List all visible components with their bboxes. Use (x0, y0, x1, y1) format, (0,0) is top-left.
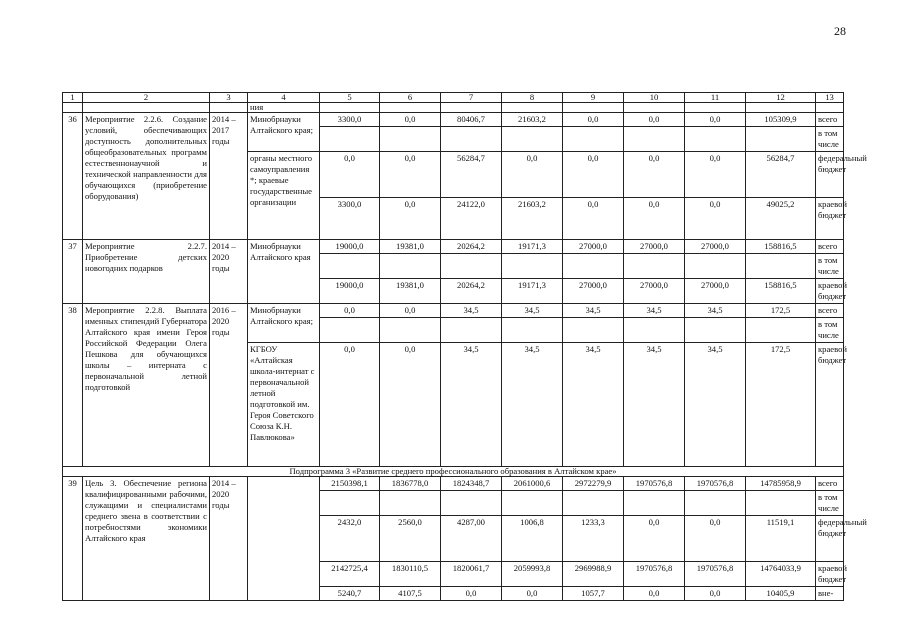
value-cell: 1970576,8 (685, 477, 746, 491)
source-label: краевой бюджет (816, 279, 844, 304)
value-cell: 19000,0 (320, 279, 380, 304)
value-cell: 19381,0 (380, 279, 441, 304)
col-header: 10 (624, 93, 685, 103)
source-label: в том числе (816, 254, 844, 279)
source-label: краевой бюджет (816, 562, 844, 587)
value-cell: 34,5 (441, 304, 502, 318)
continuation-row (63, 103, 844, 113)
value-cell: 19171,3 (502, 240, 563, 254)
value-cell: 1836778,0 (380, 477, 441, 491)
value-cell: 0,0 (685, 587, 746, 601)
value-cell: 0,0 (380, 113, 441, 127)
value-cell: 3300,0 (320, 113, 380, 127)
executor: КГБОУ «Алтайская школа-интернат с первоначальной летной подготовкой им. Героя Советского Союза К.Н. Павлюкова» (248, 343, 320, 467)
value-cell: 0,0 (563, 152, 624, 198)
source-label: всего (816, 477, 844, 491)
value-cell: 172,5 (746, 304, 816, 318)
activity-name: Мероприятие 2.2.7. Приобретение детских новогодних подарков (83, 240, 210, 304)
value-cell: 1820061,7 (441, 562, 502, 587)
value-cell: 0,0 (380, 198, 441, 240)
value-cell: 0,0 (685, 113, 746, 127)
value-cell: 0,0 (624, 587, 685, 601)
executor: Минобрнауки Алтайского края; (248, 113, 320, 152)
col-header: 1 (63, 93, 83, 103)
col-header: 5 (320, 93, 380, 103)
value-cell: 0,0 (563, 198, 624, 240)
value-cell: 27000,0 (624, 240, 685, 254)
value-cell: 0,0 (624, 198, 685, 240)
col-header: 9 (563, 93, 624, 103)
value-cell: 0,0 (320, 152, 380, 198)
value-cell: 0,0 (624, 516, 685, 562)
value-cell: 0,0 (380, 152, 441, 198)
value-cell: 14764033,9 (746, 562, 816, 587)
value-cell: 27000,0 (563, 279, 624, 304)
value-cell: 19000,0 (320, 240, 380, 254)
value-cell: 0,0 (685, 198, 746, 240)
value-cell: 27000,0 (685, 240, 746, 254)
value-cell: 105309,9 (746, 113, 816, 127)
header-row (63, 93, 844, 103)
continuation-text: ния (248, 103, 320, 113)
period: 2014 – 2020 годы (210, 477, 248, 601)
source-label: всего (816, 240, 844, 254)
budget-table (62, 92, 867, 601)
value-cell: 0,0 (502, 587, 563, 601)
table-row (63, 113, 844, 127)
value-cell: 24122,0 (441, 198, 502, 240)
source-label: федеральный бюджет (816, 516, 844, 562)
executor: Минобрнауки Алтайского края (248, 240, 320, 304)
value-cell: 10405,9 (746, 587, 816, 601)
activity-name: Мероприятие 2.2.8. Выплата именных стипендий Губернатора Алтайского края имени Героя Российской Федерации Олега Пешкова для обучающихся школы – интерната с первоначальной летной подготовкой (83, 304, 210, 467)
row-number: 36 (63, 113, 83, 240)
value-cell: 34,5 (441, 343, 502, 467)
source-label: в том числе (816, 318, 844, 343)
value-cell: 1970576,8 (624, 477, 685, 491)
subprogram-title: Подпрограмма 3 «Развитие среднего профессионального образования в Алтайском крае» (63, 467, 844, 477)
activity-name: Мероприятие 2.2.6. Создание условий, обеспечивающих доступность дополнительных общеобразовательных программ естественнонаучной и технической направленности для обучающихся (приобретение оборудования) (83, 113, 210, 240)
page-number: 28 (834, 24, 846, 38)
row-number: 37 (63, 240, 83, 304)
value-cell: 0,0 (320, 343, 380, 467)
value-cell: 5240,7 (320, 587, 380, 601)
value-cell: 0,0 (320, 304, 380, 318)
source-label: всего (816, 113, 844, 127)
table-row (63, 304, 844, 318)
value-cell: 21603,2 (502, 198, 563, 240)
source-label: вне- (816, 587, 844, 601)
source-label: федеральный бюджет (816, 152, 844, 198)
value-cell: 1824348,7 (441, 477, 502, 491)
executor: Минобрнауки Алтайского края; (248, 304, 320, 343)
value-cell: 2969988,9 (563, 562, 624, 587)
col-header: 6 (380, 93, 441, 103)
value-cell: 0,0 (380, 343, 441, 467)
value-cell: 27000,0 (624, 279, 685, 304)
value-cell: 34,5 (502, 304, 563, 318)
value-cell: 2061000,6 (502, 477, 563, 491)
value-cell: 0,0 (502, 152, 563, 198)
executor (248, 477, 320, 601)
value-cell: 34,5 (685, 343, 746, 467)
col-header: 2 (83, 93, 210, 103)
col-header: 11 (685, 93, 746, 103)
source-label: краевой бюджет (816, 198, 844, 240)
value-cell: 56284,7 (746, 152, 816, 198)
col-header: 12 (746, 93, 816, 103)
period: 2014 – 2020 годы (210, 240, 248, 304)
col-header: 4 (248, 93, 320, 103)
value-cell: 3300,0 (320, 198, 380, 240)
value-cell: 0,0 (441, 587, 502, 601)
value-cell: 14785958,9 (746, 477, 816, 491)
value-cell: 34,5 (624, 304, 685, 318)
value-cell: 34,5 (563, 304, 624, 318)
value-cell: 2142725,4 (320, 562, 380, 587)
value-cell: 0,0 (685, 152, 746, 198)
value-cell: 34,5 (502, 343, 563, 467)
value-cell: 27000,0 (685, 279, 746, 304)
value-cell: 2150398,1 (320, 477, 380, 491)
value-cell: 19171,3 (502, 279, 563, 304)
value-cell: 2432,0 (320, 516, 380, 562)
value-cell: 34,5 (624, 343, 685, 467)
value-cell: 1830110,5 (380, 562, 441, 587)
value-cell: 80406,7 (441, 113, 502, 127)
source-label: в том числе (816, 127, 844, 152)
value-cell: 0,0 (685, 516, 746, 562)
value-cell: 27000,0 (563, 240, 624, 254)
col-header: 8 (502, 93, 563, 103)
value-cell: 2059993,8 (502, 562, 563, 587)
value-cell: 34,5 (685, 304, 746, 318)
value-cell: 56284,7 (441, 152, 502, 198)
value-cell: 0,0 (380, 304, 441, 318)
table-row (63, 240, 844, 254)
value-cell: 1233,3 (563, 516, 624, 562)
value-cell: 1970576,8 (685, 562, 746, 587)
subprogram-row (63, 467, 844, 477)
source-label: в том числе (816, 491, 844, 516)
value-cell: 20264,2 (441, 240, 502, 254)
value-cell: 21603,2 (502, 113, 563, 127)
activity-name: Цель 3. Обеспечение региона квалифицированными рабочими, служащими и специалистами среднего звена в соответствии с потребностями экономики Алтайского края (83, 477, 210, 601)
value-cell: 1970576,8 (624, 562, 685, 587)
value-cell: 2972279,9 (563, 477, 624, 491)
value-cell: 1006,8 (502, 516, 563, 562)
value-cell: 158816,5 (746, 240, 816, 254)
row-number: 38 (63, 304, 83, 467)
value-cell: 19381,0 (380, 240, 441, 254)
col-header: 13 (816, 93, 844, 103)
value-cell: 11519,1 (746, 516, 816, 562)
period: 2014 – 2017 годы (210, 113, 248, 240)
value-cell: 158816,5 (746, 279, 816, 304)
value-cell: 172,5 (746, 343, 816, 467)
value-cell: 49025,2 (746, 198, 816, 240)
source-label: всего (816, 304, 844, 318)
value-cell: 0,0 (624, 152, 685, 198)
value-cell: 0,0 (624, 113, 685, 127)
value-cell: 34,5 (563, 343, 624, 467)
value-cell: 1057,7 (563, 587, 624, 601)
col-header: 3 (210, 93, 248, 103)
period: 2016 – 2020 годы (210, 304, 248, 467)
value-cell: 20264,2 (441, 279, 502, 304)
row-number: 39 (63, 477, 83, 601)
value-cell: 4107,5 (380, 587, 441, 601)
value-cell: 4287,00 (441, 516, 502, 562)
table-row (63, 477, 844, 491)
source-label: краевой бюджет (816, 343, 844, 467)
executor: органы местного самоуправления *; краевые государственные организации (248, 152, 320, 240)
col-header: 7 (441, 93, 502, 103)
value-cell: 2560,0 (380, 516, 441, 562)
value-cell: 0,0 (563, 113, 624, 127)
